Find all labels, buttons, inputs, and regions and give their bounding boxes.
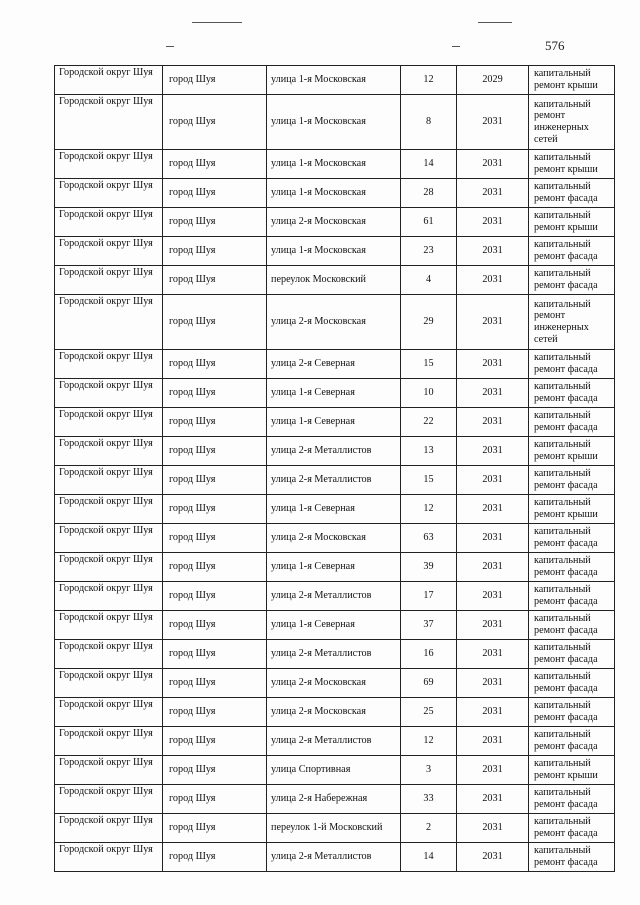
town-cell: город Шуя bbox=[163, 495, 267, 524]
work-type-cell: капитальный ремонт фасада bbox=[529, 640, 615, 669]
work-type-cell: капитальный ремонт фасада bbox=[529, 266, 615, 295]
municipality-cell: Городской округ Шуя bbox=[55, 408, 163, 437]
town-cell: город Шуя bbox=[163, 266, 267, 295]
street-cell: переулок Московский bbox=[267, 266, 401, 295]
year-cell: 2031 bbox=[457, 611, 529, 640]
town-cell: город Шуя bbox=[163, 843, 267, 872]
house-number-cell: 22 bbox=[401, 408, 457, 437]
table-row bbox=[55, 785, 615, 814]
municipality-cell: Городской округ Шуя bbox=[55, 66, 163, 95]
work-type-cell: капитальный ремонт фасада bbox=[529, 669, 615, 698]
municipality-cell: Городской округ Шуя bbox=[55, 150, 163, 179]
table-row bbox=[55, 408, 615, 437]
street-cell: улица 2-я Московская bbox=[267, 295, 401, 350]
house-number-cell: 69 bbox=[401, 669, 457, 698]
street-cell: улица 1-я Московская bbox=[267, 95, 401, 150]
house-number-cell: 29 bbox=[401, 295, 457, 350]
street-cell: улица 2-я Московская bbox=[267, 669, 401, 698]
table-row bbox=[55, 437, 615, 466]
year-cell: 2031 bbox=[457, 237, 529, 266]
table-row bbox=[55, 466, 615, 495]
street-cell: улица 2-я Металлистов bbox=[267, 727, 401, 756]
table-body bbox=[55, 66, 615, 872]
street-cell: улица Спортивная bbox=[267, 756, 401, 785]
municipality-cell: Городской округ Шуя bbox=[55, 814, 163, 843]
table-row bbox=[55, 350, 615, 379]
house-number-cell: 16 bbox=[401, 640, 457, 669]
year-cell: 2031 bbox=[457, 295, 529, 350]
town-cell: город Шуя bbox=[163, 698, 267, 727]
street-cell: улица 2-я Металлистов bbox=[267, 582, 401, 611]
town-cell: город Шуя bbox=[163, 669, 267, 698]
town-cell: город Шуя bbox=[163, 437, 267, 466]
house-number-cell: 37 bbox=[401, 611, 457, 640]
town-cell: город Шуя bbox=[163, 66, 267, 95]
year-cell: 2029 bbox=[457, 66, 529, 95]
table-row bbox=[55, 208, 615, 237]
street-cell: улица 2-я Металлистов bbox=[267, 843, 401, 872]
year-cell: 2031 bbox=[457, 698, 529, 727]
table-row bbox=[55, 237, 615, 266]
town-cell: город Шуя bbox=[163, 350, 267, 379]
town-cell: город Шуя bbox=[163, 466, 267, 495]
street-cell: улица 2-я Северная bbox=[267, 350, 401, 379]
house-number-cell: 12 bbox=[401, 495, 457, 524]
municipality-cell: Городской округ Шуя bbox=[55, 785, 163, 814]
work-type-cell: капитальный ремонт фасада bbox=[529, 843, 615, 872]
work-type-cell: капитальный ремонт фасада bbox=[529, 727, 615, 756]
town-cell: город Шуя bbox=[163, 208, 267, 237]
year-cell: 2031 bbox=[457, 495, 529, 524]
scan-artifact-line bbox=[166, 46, 174, 47]
municipality-cell: Городской округ Шуя bbox=[55, 350, 163, 379]
street-cell: улица 2-я Металлистов bbox=[267, 640, 401, 669]
municipality-cell: Городской округ Шуя bbox=[55, 237, 163, 266]
table-row bbox=[55, 756, 615, 785]
year-cell: 2031 bbox=[457, 669, 529, 698]
table-row bbox=[55, 179, 615, 208]
municipality-cell: Городской округ Шуя bbox=[55, 495, 163, 524]
town-cell: город Шуя bbox=[163, 408, 267, 437]
year-cell: 2031 bbox=[457, 582, 529, 611]
work-type-cell: капитальный ремонт инженерных сетей bbox=[529, 95, 615, 150]
table-row bbox=[55, 150, 615, 179]
work-type-cell: капитальный ремонт инженерных сетей bbox=[529, 295, 615, 350]
table-row bbox=[55, 669, 615, 698]
work-type-cell: капитальный ремонт фасада bbox=[529, 350, 615, 379]
year-cell: 2031 bbox=[457, 95, 529, 150]
municipality-cell: Городской округ Шуя bbox=[55, 466, 163, 495]
house-number-cell: 8 bbox=[401, 95, 457, 150]
year-cell: 2031 bbox=[457, 466, 529, 495]
street-cell: улица 1-я Северная bbox=[267, 379, 401, 408]
street-cell: улица 2-я Металлистов bbox=[267, 466, 401, 495]
town-cell: город Шуя bbox=[163, 611, 267, 640]
town-cell: город Шуя bbox=[163, 727, 267, 756]
street-cell: улица 2-я Московская bbox=[267, 524, 401, 553]
house-number-cell: 63 bbox=[401, 524, 457, 553]
work-type-cell: капитальный ремонт фасада bbox=[529, 814, 615, 843]
municipality-cell: Городской округ Шуя bbox=[55, 437, 163, 466]
work-type-cell: капитальный ремонт фасада bbox=[529, 179, 615, 208]
table-row bbox=[55, 640, 615, 669]
year-cell: 2031 bbox=[457, 524, 529, 553]
work-type-cell: капитальный ремонт фасада bbox=[529, 466, 615, 495]
table-row bbox=[55, 843, 615, 872]
work-type-cell: капитальный ремонт фасада bbox=[529, 408, 615, 437]
table-row bbox=[55, 611, 615, 640]
work-type-cell: капитальный ремонт фасада bbox=[529, 582, 615, 611]
house-number-cell: 12 bbox=[401, 727, 457, 756]
town-cell: город Шуя bbox=[163, 95, 267, 150]
work-type-cell: капитальный ремонт крыши bbox=[529, 66, 615, 95]
town-cell: город Шуя bbox=[163, 179, 267, 208]
street-cell: улица 1-я Московская bbox=[267, 66, 401, 95]
table-row bbox=[55, 66, 615, 95]
work-type-cell: капитальный ремонт фасада bbox=[529, 611, 615, 640]
year-cell: 2031 bbox=[457, 437, 529, 466]
table-row bbox=[55, 95, 615, 150]
street-cell: улица 1-я Московская bbox=[267, 237, 401, 266]
scan-artifact-line bbox=[192, 22, 242, 23]
house-number-cell: 14 bbox=[401, 150, 457, 179]
house-number-cell: 12 bbox=[401, 66, 457, 95]
municipality-cell: Городской округ Шуя bbox=[55, 95, 163, 150]
municipality-cell: Городской округ Шуя bbox=[55, 266, 163, 295]
house-number-cell: 61 bbox=[401, 208, 457, 237]
work-type-cell: капитальный ремонт фасада bbox=[529, 553, 615, 582]
municipality-cell: Городской округ Шуя bbox=[55, 669, 163, 698]
town-cell: город Шуя bbox=[163, 814, 267, 843]
scan-artifact-line bbox=[478, 22, 512, 23]
year-cell: 2031 bbox=[457, 727, 529, 756]
street-cell: улица 2-я Металлистов bbox=[267, 437, 401, 466]
year-cell: 2031 bbox=[457, 408, 529, 437]
street-cell: улица 2-я Московская bbox=[267, 698, 401, 727]
year-cell: 2031 bbox=[457, 785, 529, 814]
table-row bbox=[55, 524, 615, 553]
municipality-cell: Городской округ Шуя bbox=[55, 611, 163, 640]
house-number-cell: 15 bbox=[401, 466, 457, 495]
year-cell: 2031 bbox=[457, 266, 529, 295]
municipality-cell: Городской округ Шуя bbox=[55, 698, 163, 727]
street-cell: переулок 1-й Московский bbox=[267, 814, 401, 843]
year-cell: 2031 bbox=[457, 179, 529, 208]
work-type-cell: капитальный ремонт крыши bbox=[529, 437, 615, 466]
year-cell: 2031 bbox=[457, 379, 529, 408]
work-type-cell: капитальный ремонт фасада bbox=[529, 237, 615, 266]
year-cell: 2031 bbox=[457, 814, 529, 843]
municipality-cell: Городской округ Шуя bbox=[55, 379, 163, 408]
street-cell: улица 1-я Северная bbox=[267, 408, 401, 437]
municipality-cell: Городской округ Шуя bbox=[55, 524, 163, 553]
table-row bbox=[55, 553, 615, 582]
house-number-cell: 4 bbox=[401, 266, 457, 295]
year-cell: 2031 bbox=[457, 843, 529, 872]
town-cell: город Шуя bbox=[163, 640, 267, 669]
street-cell: улица 1-я Московская bbox=[267, 150, 401, 179]
house-number-cell: 15 bbox=[401, 350, 457, 379]
work-type-cell: капитальный ремонт фасада bbox=[529, 698, 615, 727]
house-number-cell: 28 bbox=[401, 179, 457, 208]
street-cell: улица 1-я Северная bbox=[267, 553, 401, 582]
municipality-cell: Городской округ Шуя bbox=[55, 208, 163, 237]
work-type-cell: капитальный ремонт фасада bbox=[529, 379, 615, 408]
municipality-cell: Городской округ Шуя bbox=[55, 640, 163, 669]
year-cell: 2031 bbox=[457, 208, 529, 237]
town-cell: город Шуя bbox=[163, 379, 267, 408]
town-cell: город Шуя bbox=[163, 756, 267, 785]
town-cell: город Шуя bbox=[163, 150, 267, 179]
repair-schedule-table bbox=[54, 65, 615, 872]
municipality-cell: Городской округ Шуя bbox=[55, 553, 163, 582]
house-number-cell: 17 bbox=[401, 582, 457, 611]
table-row bbox=[55, 698, 615, 727]
table-row bbox=[55, 266, 615, 295]
work-type-cell: капитальный ремонт фасада bbox=[529, 524, 615, 553]
house-number-cell: 14 bbox=[401, 843, 457, 872]
table-row bbox=[55, 582, 615, 611]
street-cell: улица 1-я Северная bbox=[267, 495, 401, 524]
table-row bbox=[55, 495, 615, 524]
table-row bbox=[55, 379, 615, 408]
year-cell: 2031 bbox=[457, 756, 529, 785]
scan-artifact-line bbox=[452, 46, 460, 47]
town-cell: город Шуя bbox=[163, 524, 267, 553]
town-cell: город Шуя bbox=[163, 553, 267, 582]
house-number-cell: 33 bbox=[401, 785, 457, 814]
town-cell: город Шуя bbox=[163, 295, 267, 350]
municipality-cell: Городской округ Шуя bbox=[55, 843, 163, 872]
municipality-cell: Городской округ Шуя bbox=[55, 756, 163, 785]
house-number-cell: 25 bbox=[401, 698, 457, 727]
house-number-cell: 3 bbox=[401, 756, 457, 785]
house-number-cell: 2 bbox=[401, 814, 457, 843]
municipality-cell: Городской округ Шуя bbox=[55, 295, 163, 350]
page-number: 576 bbox=[545, 38, 565, 53]
table-row bbox=[55, 814, 615, 843]
house-number-cell: 10 bbox=[401, 379, 457, 408]
street-cell: улица 1-я Московская bbox=[267, 179, 401, 208]
street-cell: улица 2-я Набережная bbox=[267, 785, 401, 814]
year-cell: 2031 bbox=[457, 150, 529, 179]
year-cell: 2031 bbox=[457, 553, 529, 582]
house-number-cell: 23 bbox=[401, 237, 457, 266]
year-cell: 2031 bbox=[457, 350, 529, 379]
street-cell: улица 1-я Северная bbox=[267, 611, 401, 640]
work-type-cell: капитальный ремонт крыши bbox=[529, 150, 615, 179]
table-row bbox=[55, 295, 615, 350]
work-type-cell: капитальный ремонт фасада bbox=[529, 785, 615, 814]
street-cell: улица 2-я Московская bbox=[267, 208, 401, 237]
town-cell: город Шуя bbox=[163, 237, 267, 266]
work-type-cell: капитальный ремонт крыши bbox=[529, 495, 615, 524]
year-cell: 2031 bbox=[457, 640, 529, 669]
municipality-cell: Городской округ Шуя bbox=[55, 179, 163, 208]
town-cell: город Шуя bbox=[163, 785, 267, 814]
work-type-cell: капитальный ремонт крыши bbox=[529, 756, 615, 785]
municipality-cell: Городской округ Шуя bbox=[55, 727, 163, 756]
municipality-cell: Городской округ Шуя bbox=[55, 582, 163, 611]
town-cell: город Шуя bbox=[163, 582, 267, 611]
work-type-cell: капитальный ремонт крыши bbox=[529, 208, 615, 237]
house-number-cell: 39 bbox=[401, 553, 457, 582]
house-number-cell: 13 bbox=[401, 437, 457, 466]
table-row bbox=[55, 727, 615, 756]
